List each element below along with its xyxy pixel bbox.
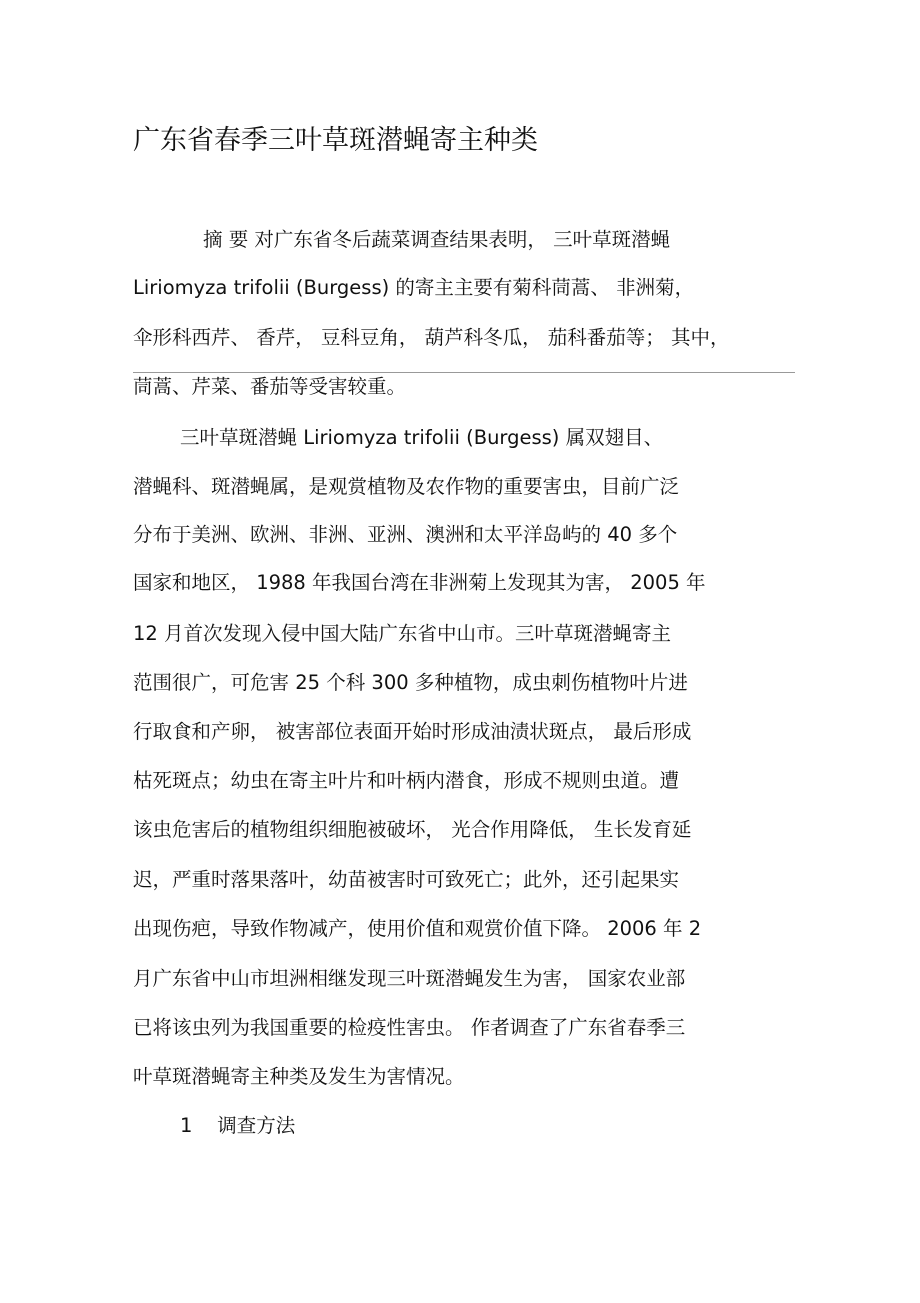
body-line: 叶草斑潜蝇寄主种类及发生为害情况。 bbox=[133, 1065, 465, 1088]
document-title: 广东省春季三叶草斑潜蝇寄主种类 bbox=[133, 125, 538, 156]
body-line: 三叶草斑潜蝇 Liriomyza trifolii (Burgess) 属双翅目、 bbox=[180, 426, 664, 449]
abstract-line: 茼蒿、芹菜、番茄等受害较重。 bbox=[133, 375, 407, 398]
body-line: 行取食和产卵， 被害部位表面开始时形成油渍状斑点， 最后形成 bbox=[133, 720, 692, 743]
body-line: 已将该虫列为我国重要的检疫性害虫。 作者调查了广东省春季三 bbox=[133, 1016, 686, 1039]
body-line: 分布于美洲、欧洲、非洲、亚洲、澳洲和太平洋岛屿的 40 多个 bbox=[133, 523, 678, 546]
body-line: 该虫危害后的植物组织细胞被破坏， 光合作用降低， 生长发育延 bbox=[133, 818, 692, 841]
body-line: 潜蝇科、斑潜蝇属，是观赏植物及农作物的重要害虫，目前广泛 bbox=[133, 475, 680, 498]
body-line: 迟，严重时落果落叶，幼苗被害时可致死亡；此外，还引起果实 bbox=[133, 868, 680, 891]
horizontal-rule bbox=[133, 372, 795, 373]
body-line: 出现伤疤，导致作物减产，使用价值和观赏价值下降。 2006 年 2 bbox=[133, 917, 702, 940]
body-line: 12 月首次发现入侵中国大陆广东省中山市。三叶草斑潜蝇寄主 bbox=[133, 622, 672, 645]
body-line: 月广东省中山市坦洲相继发现三叶斑潜蝇发生为害， 国家农业部 bbox=[133, 967, 686, 990]
body-line: 范围很广，可危害 25 个科 300 多种植物，成虫刺伤植物叶片进 bbox=[133, 671, 688, 694]
body-line: 枯死斑点；幼虫在寄主叶片和叶柄内潜食，形成不规则虫道。遭 bbox=[133, 769, 680, 792]
abstract-line: 摘 要 对广东省冬后蔬菜调查结果表明， 三叶草斑潜蝇 bbox=[203, 228, 671, 251]
abstract-line: Liriomyza trifolii (Burgess) 的寄主主要有菊科茼蒿、 非洲菊， bbox=[133, 276, 695, 299]
body-line: 国家和地区， 1988 年我国台湾在非洲菊上发现其为害， 2005 年 bbox=[133, 571, 706, 594]
abstract-line: 伞形科西芹、 香芹， 豆科豆角， 葫芦科冬瓜， 茄科番茄等； 其中， bbox=[133, 326, 730, 349]
section-heading: 1 调查方法 bbox=[180, 1114, 296, 1137]
